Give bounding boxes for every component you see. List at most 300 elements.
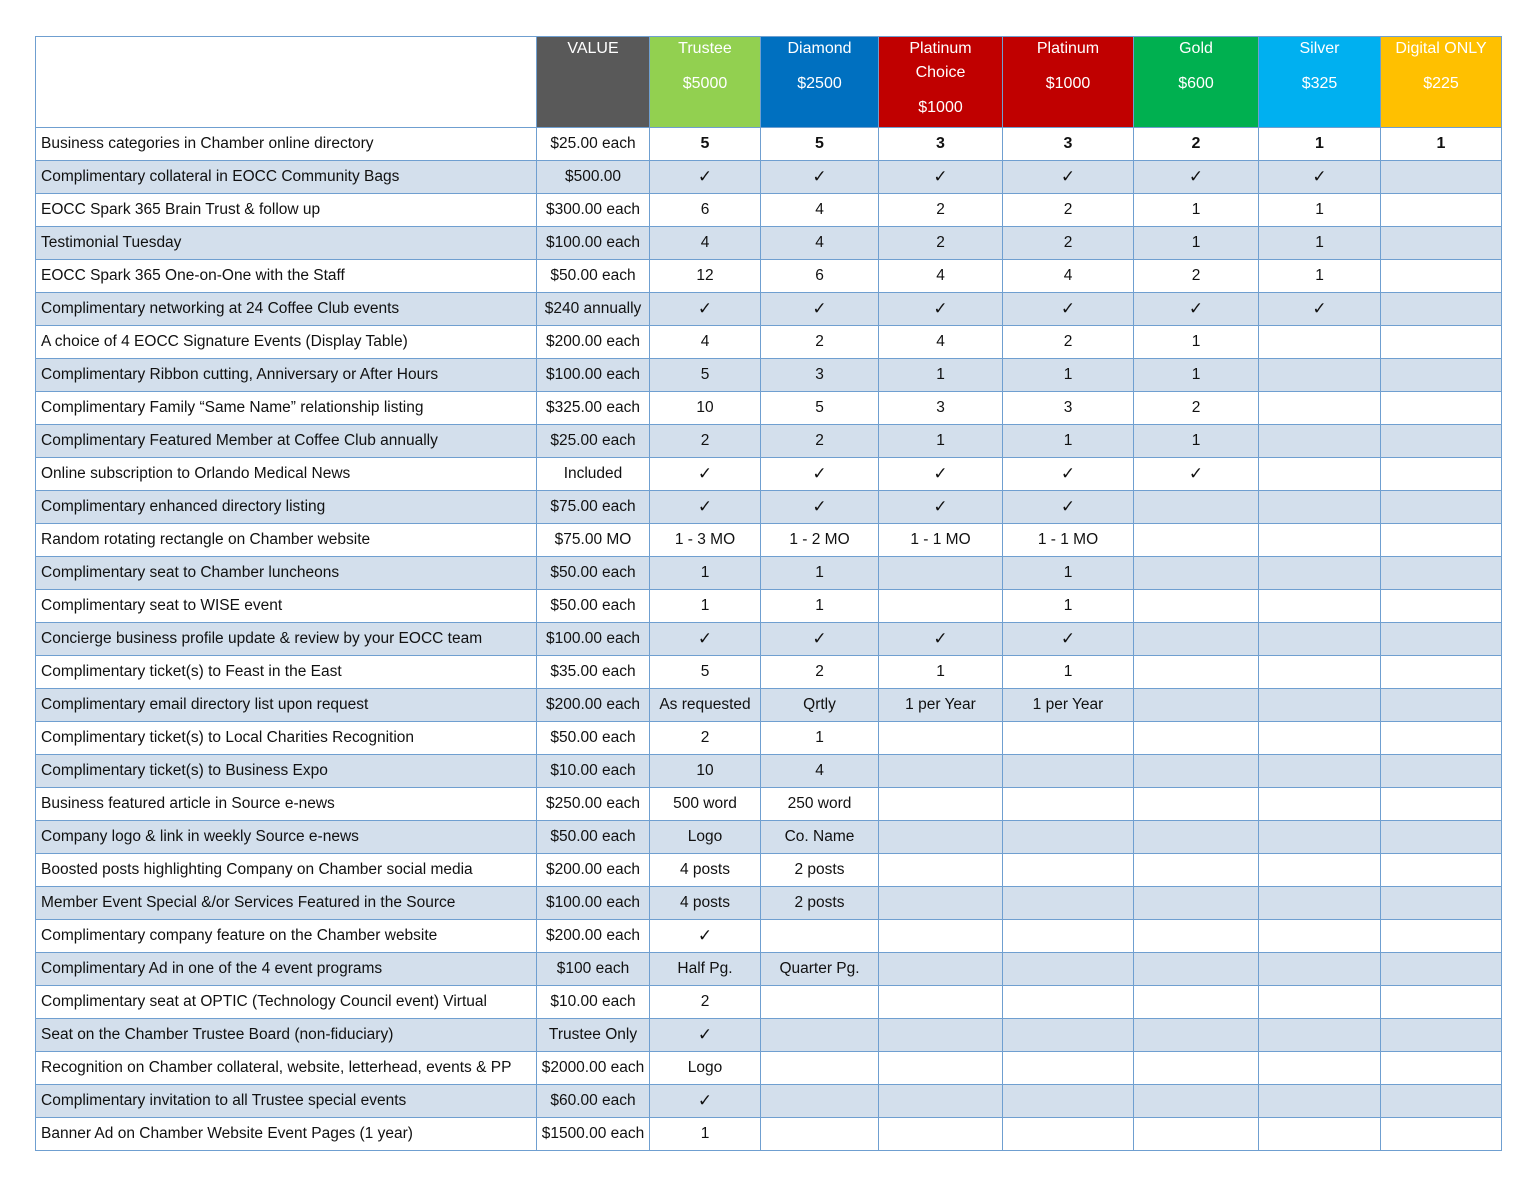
tier-cell	[1259, 623, 1381, 656]
tier-cell	[1381, 1052, 1502, 1085]
tier-name: Trustee	[678, 40, 732, 57]
table-row	[36, 887, 1502, 920]
tier-cell: 1 per Year	[879, 689, 1003, 722]
value-cell: $60.00 each	[537, 1085, 650, 1118]
value-cell: $200.00 each	[537, 326, 650, 359]
tier-price: $5000	[682, 75, 728, 92]
tier-cell: 5	[650, 128, 761, 161]
checkmark-icon	[879, 491, 1003, 524]
tier-cell	[761, 1085, 879, 1118]
checkmark-glyph: ✓	[812, 497, 827, 516]
benefit-cell: Business categories in Chamber online directory	[36, 128, 537, 161]
table-row	[36, 788, 1502, 821]
benefit-cell: Complimentary Ad in one of the 4 event programs	[36, 953, 537, 986]
tier-cell: 1	[1003, 557, 1134, 590]
tier-cell	[1003, 986, 1134, 1019]
tier-cell: Co. Name	[761, 821, 879, 854]
checkmark-glyph: ✓	[933, 464, 948, 483]
benefit-cell: Recognition on Chamber collateral, website, letterhead, events & PP	[36, 1052, 537, 1085]
tier-cell	[879, 590, 1003, 623]
checkmark-glyph: ✓	[697, 1091, 713, 1110]
tier-cell	[1134, 854, 1259, 887]
tier-cell: 1	[1003, 656, 1134, 689]
checkmark-icon	[650, 161, 761, 194]
tier-cell	[1381, 590, 1502, 623]
checkmark-glyph: ✓	[1312, 299, 1327, 318]
tier-cell: 4	[761, 755, 879, 788]
checkmark-icon	[1003, 458, 1134, 491]
tier-cell: 1	[761, 590, 879, 623]
benefit-cell: Complimentary enhanced directory listing	[36, 491, 537, 524]
tier-price: $2500	[797, 75, 842, 92]
tier-name: Platinum	[1036, 40, 1100, 57]
tier-cell	[1259, 887, 1381, 920]
table-row	[36, 359, 1502, 392]
tier-cell	[1259, 392, 1381, 425]
tier-cell: 12	[650, 260, 761, 293]
table-row	[36, 689, 1502, 722]
tier-cell	[1134, 1019, 1259, 1052]
tier-cell	[1381, 392, 1502, 425]
tier-cell	[1381, 854, 1502, 887]
table-row	[36, 986, 1502, 1019]
tier-cell	[1259, 359, 1381, 392]
checkmark-glyph: ✓	[1312, 167, 1327, 186]
checkmark-glyph: ✓	[933, 497, 948, 516]
tier-cell: 2	[879, 194, 1003, 227]
value-cell: $35.00 each	[537, 656, 650, 689]
tier-cell: 1	[761, 722, 879, 755]
tier-cell	[879, 722, 1003, 755]
tier-cell	[1134, 557, 1259, 590]
tier-cell	[879, 920, 1003, 953]
tier-header-silver	[1259, 37, 1381, 128]
tier-header-trustee	[650, 37, 761, 128]
checkmark-icon	[650, 458, 761, 491]
tier-cell	[1259, 854, 1381, 887]
tier-cell: 1	[1134, 194, 1259, 227]
tier-cell	[1259, 722, 1381, 755]
tier-cell	[1259, 1118, 1381, 1151]
checkmark-icon	[761, 161, 879, 194]
tier-cell	[1259, 491, 1381, 524]
tier-cell	[1381, 425, 1502, 458]
value-cell: $2000.00 each	[537, 1052, 650, 1085]
benefit-cell: Testimonial Tuesday	[36, 227, 537, 260]
tier-cell: 4 posts	[650, 887, 761, 920]
tier-header-digital-only	[1381, 37, 1502, 128]
tier-cell: 1	[1003, 590, 1134, 623]
checkmark-icon	[879, 293, 1003, 326]
tier-cell: 1	[1259, 128, 1381, 161]
tier-cell: 4	[650, 227, 761, 260]
tier-cell: 5	[761, 392, 879, 425]
tier-cell: 2	[879, 227, 1003, 260]
tier-cell: 1	[1381, 128, 1502, 161]
checkmark-glyph: ✓	[697, 629, 713, 648]
tier-cell	[1381, 1118, 1502, 1151]
tier-cell: 1	[1134, 326, 1259, 359]
checkmark-glyph: ✓	[1188, 299, 1204, 318]
checkmark-icon	[1134, 458, 1259, 491]
tier-name-line1: Platinum	[909, 40, 972, 57]
tier-cell: 2	[761, 326, 879, 359]
tier-cell: 250 word	[761, 788, 879, 821]
table-row	[36, 326, 1502, 359]
tier-cell	[1003, 821, 1134, 854]
value-cell: $100.00 each	[537, 227, 650, 260]
checkmark-icon	[1259, 293, 1381, 326]
checkmark-icon	[761, 491, 879, 524]
tier-price: $600	[1178, 75, 1214, 92]
tier-cell	[1134, 953, 1259, 986]
checkmark-glyph: ✓	[1060, 497, 1076, 516]
value-cell: $100.00 each	[537, 623, 650, 656]
checkmark-glyph: ✓	[697, 299, 713, 318]
benefit-cell: Complimentary seat at OPTIC (Technology Council event) Virtual	[36, 986, 537, 1019]
value-cell: $325.00 each	[537, 392, 650, 425]
tier-cell	[1259, 920, 1381, 953]
tier-cell	[1259, 1019, 1381, 1052]
tier-cell	[761, 1052, 879, 1085]
checkmark-icon	[879, 623, 1003, 656]
tier-cell	[1381, 293, 1502, 326]
table-row	[36, 590, 1502, 623]
tier-cell	[1381, 755, 1502, 788]
tier-cell: 4	[879, 326, 1003, 359]
benefit-cell: Banner Ad on Chamber Website Event Pages (1 year)	[36, 1118, 537, 1151]
tier-cell: 5	[650, 656, 761, 689]
tier-cell: 2	[650, 425, 761, 458]
checkmark-glyph: ✓	[697, 1025, 713, 1044]
benefit-cell: Complimentary seat to WISE event	[36, 590, 537, 623]
value-cell: $100 each	[537, 953, 650, 986]
tier-header-gold	[1134, 37, 1259, 128]
benefit-cell: Complimentary invitation to all Trustee special events	[36, 1085, 537, 1118]
tier-cell	[1134, 524, 1259, 557]
table-row	[36, 524, 1502, 557]
tier-cell: 4	[650, 326, 761, 359]
tier-cell	[879, 1019, 1003, 1052]
table-row	[36, 854, 1502, 887]
tier-cell	[879, 1052, 1003, 1085]
tier-cell	[1259, 953, 1381, 986]
checkmark-glyph: ✓	[697, 167, 713, 186]
checkmark-icon	[1259, 161, 1381, 194]
tier-cell	[1134, 689, 1259, 722]
tier-cell	[1381, 524, 1502, 557]
tier-cell: 1	[1003, 425, 1134, 458]
benefit-cell: Complimentary seat to Chamber luncheons	[36, 557, 537, 590]
tier-cell: 4	[879, 260, 1003, 293]
value-cell: $10.00 each	[537, 755, 650, 788]
table-row	[36, 293, 1502, 326]
value-cell: $75.00 each	[537, 491, 650, 524]
tier-name: Silver	[1299, 40, 1340, 57]
tier-cell: 1	[1134, 227, 1259, 260]
tier-cell: 1	[650, 590, 761, 623]
tier-cell: 2	[1003, 227, 1134, 260]
tier-cell	[1003, 953, 1134, 986]
benefit-cell: Business featured article in Source e-news	[36, 788, 537, 821]
tier-cell	[879, 1118, 1003, 1151]
tier-cell	[1259, 425, 1381, 458]
tier-cell: 5	[761, 128, 879, 161]
table-row	[36, 194, 1502, 227]
value-cell: $100.00 each	[537, 359, 650, 392]
checkmark-icon	[650, 293, 761, 326]
tier-cell	[1134, 920, 1259, 953]
tier-cell	[1381, 1085, 1502, 1118]
tier-cell	[879, 986, 1003, 1019]
tier-cell	[1381, 689, 1502, 722]
checkmark-glyph: ✓	[933, 167, 948, 186]
tier-cell: 3	[1003, 128, 1134, 161]
tier-cell: 1	[650, 557, 761, 590]
tier-cell: 1 - 1 MO	[1003, 524, 1134, 557]
tier-cell: 4 posts	[650, 854, 761, 887]
tier-cell: 500 word	[650, 788, 761, 821]
table-row	[36, 656, 1502, 689]
tier-cell: 1 - 1 MO	[879, 524, 1003, 557]
tier-cell: Logo	[650, 821, 761, 854]
tier-cell	[1003, 788, 1134, 821]
tier-cell	[761, 986, 879, 1019]
tier-cell: 6	[761, 260, 879, 293]
checkmark-icon	[650, 623, 761, 656]
tier-price: $325	[1301, 75, 1338, 92]
tier-cell: 1 - 3 MO	[650, 524, 761, 557]
tier-name-line2: Choice	[915, 64, 966, 81]
tier-cell	[879, 1085, 1003, 1118]
tier-cell: 6	[650, 194, 761, 227]
tier-cell	[879, 755, 1003, 788]
value-cell: $25.00 each	[537, 425, 650, 458]
value-cell: $75.00 MO	[537, 524, 650, 557]
value-column-header	[537, 37, 650, 128]
checkmark-glyph: ✓	[812, 167, 827, 186]
checkmark-icon	[761, 293, 879, 326]
tier-cell: 4	[1003, 260, 1134, 293]
checkmark-icon	[761, 623, 879, 656]
benefit-cell: Complimentary Ribbon cutting, Anniversary or After Hours	[36, 359, 537, 392]
tier-cell	[879, 788, 1003, 821]
tier-cell: 1 - 2 MO	[761, 524, 879, 557]
checkmark-icon	[1134, 293, 1259, 326]
tier-cell: 2	[1134, 260, 1259, 293]
tier-header-diamond	[761, 37, 879, 128]
tier-cell: 2	[1003, 194, 1134, 227]
benefit-rows	[36, 128, 1502, 1151]
tier-cell	[1003, 722, 1134, 755]
tier-cell	[1134, 590, 1259, 623]
tier-cell	[1381, 788, 1502, 821]
tier-cell	[1381, 458, 1502, 491]
value-cell: $240 annually	[537, 293, 650, 326]
tier-cell: Logo	[650, 1052, 761, 1085]
table-row	[36, 458, 1502, 491]
table-row	[36, 392, 1502, 425]
checkmark-glyph: ✓	[812, 464, 827, 483]
tier-cell	[1381, 161, 1502, 194]
checkmark-icon	[879, 161, 1003, 194]
tier-cell	[1003, 1085, 1134, 1118]
tier-cell: 2	[650, 986, 761, 1019]
tier-cell: 1	[1134, 359, 1259, 392]
tier-cell	[1381, 557, 1502, 590]
tier-cell	[1134, 755, 1259, 788]
benefit-cell: Random rotating rectangle on Chamber website	[36, 524, 537, 557]
value-cell: $50.00 each	[537, 557, 650, 590]
benefit-cell: Company logo & link in weekly Source e-news	[36, 821, 537, 854]
tier-cell	[1381, 227, 1502, 260]
tier-cell	[1259, 458, 1381, 491]
tier-cell	[1381, 359, 1502, 392]
tier-header-platinum	[1003, 37, 1134, 128]
tier-cell: 2	[1003, 326, 1134, 359]
tier-price: $1000	[1045, 75, 1091, 92]
table-row	[36, 623, 1502, 656]
table-row	[36, 1019, 1502, 1052]
benefit-cell: Complimentary company feature on the Chamber website	[36, 920, 537, 953]
tier-cell	[1134, 722, 1259, 755]
tier-cell: 5	[650, 359, 761, 392]
tier-cell	[1381, 953, 1502, 986]
table-row	[36, 755, 1502, 788]
tier-cell: 2	[1134, 128, 1259, 161]
tier-cell	[1134, 821, 1259, 854]
checkmark-glyph: ✓	[697, 497, 713, 516]
tier-cell	[1003, 755, 1134, 788]
checkmark-icon	[1003, 161, 1134, 194]
tier-name: Diamond	[787, 40, 852, 57]
checkmark-icon	[1134, 161, 1259, 194]
table-row	[36, 557, 1502, 590]
tier-cell	[761, 920, 879, 953]
benefit-cell: EOCC Spark 365 Brain Trust & follow up	[36, 194, 537, 227]
tier-cell	[1381, 722, 1502, 755]
tier-cell	[1134, 1085, 1259, 1118]
value-cell: $50.00 each	[537, 821, 650, 854]
tier-cell	[879, 854, 1003, 887]
tier-cell	[1259, 986, 1381, 1019]
table-row	[36, 821, 1502, 854]
benefit-cell: A choice of 4 EOCC Signature Events (Display Table)	[36, 326, 537, 359]
benefits-column-header: Benefits	[36, 37, 537, 128]
tier-cell	[1134, 986, 1259, 1019]
tier-header-platinum-choice	[879, 37, 1003, 128]
tier-cell	[1381, 326, 1502, 359]
value-cell: $250.00 each	[537, 788, 650, 821]
tier-cell	[1259, 1052, 1381, 1085]
tier-cell: 1	[879, 359, 1003, 392]
tier-cell: 3	[1003, 392, 1134, 425]
value-cell: Included	[537, 458, 650, 491]
tier-cell: 2 posts	[761, 854, 879, 887]
benefit-cell: Complimentary collateral in EOCC Community Bags	[36, 161, 537, 194]
tier-cell	[1381, 986, 1502, 1019]
table-row	[36, 227, 1502, 260]
value-cell: $10.00 each	[537, 986, 650, 1019]
tier-price: $225	[1423, 75, 1459, 92]
benefit-cell: Complimentary ticket(s) to Business Expo	[36, 755, 537, 788]
table-row	[36, 128, 1502, 161]
tier-cell	[1381, 887, 1502, 920]
value-header-label: VALUE	[567, 40, 619, 57]
tier-cell	[1381, 623, 1502, 656]
tier-cell	[1259, 557, 1381, 590]
tier-cell	[1134, 1052, 1259, 1085]
table-row	[36, 425, 1502, 458]
tier-cell	[1259, 326, 1381, 359]
tier-cell: 1	[1003, 359, 1134, 392]
checkmark-glyph: ✓	[1060, 464, 1076, 483]
value-cell: $25.00 each	[537, 128, 650, 161]
tier-cell: 3	[879, 392, 1003, 425]
tier-cell: 1	[1259, 260, 1381, 293]
tier-cell: 3	[879, 128, 1003, 161]
tier-cell	[1003, 887, 1134, 920]
checkmark-glyph: ✓	[1188, 167, 1204, 186]
tier-cell	[1003, 1118, 1134, 1151]
benefit-cell: Complimentary ticket(s) to Feast in the East	[36, 656, 537, 689]
value-cell: Trustee Only	[537, 1019, 650, 1052]
checkmark-glyph: ✓	[812, 299, 827, 318]
tier-name: Gold	[1179, 40, 1213, 57]
table-row	[36, 260, 1502, 293]
table-row	[36, 1085, 1502, 1118]
tier-cell	[879, 887, 1003, 920]
benefit-cell: Seat on the Chamber Trustee Board (non-fiduciary)	[36, 1019, 537, 1052]
tier-cell	[1259, 788, 1381, 821]
checkmark-icon	[650, 1085, 761, 1118]
tier-cell: 4	[761, 194, 879, 227]
tier-cell	[1259, 524, 1381, 557]
value-cell: $300.00 each	[537, 194, 650, 227]
tier-cell: 3	[761, 359, 879, 392]
tier-cell: 2	[761, 656, 879, 689]
table-row	[36, 722, 1502, 755]
tier-cell	[761, 1019, 879, 1052]
checkmark-glyph: ✓	[1060, 299, 1076, 318]
tier-cell	[1134, 491, 1259, 524]
value-cell: $200.00 each	[537, 920, 650, 953]
tier-cell: Qrtly	[761, 689, 879, 722]
checkmark-icon	[879, 458, 1003, 491]
table-row	[36, 1118, 1502, 1151]
tier-cell: 1	[1259, 194, 1381, 227]
tier-cell: Quarter Pg.	[761, 953, 879, 986]
tier-cell	[1134, 1118, 1259, 1151]
header-row	[36, 37, 1502, 128]
tier-cell	[1259, 656, 1381, 689]
tier-cell: 1	[1134, 425, 1259, 458]
table-row	[36, 491, 1502, 524]
tier-price: $1000	[918, 99, 963, 116]
tier-cell	[1381, 194, 1502, 227]
tier-cell	[1381, 1019, 1502, 1052]
tier-cell: Half Pg.	[650, 953, 761, 986]
tier-cell	[879, 557, 1003, 590]
tier-cell: 1	[879, 425, 1003, 458]
tier-cell: 10	[650, 755, 761, 788]
checkmark-glyph: ✓	[933, 629, 948, 648]
value-cell: $50.00 each	[537, 260, 650, 293]
tier-cell: 4	[761, 227, 879, 260]
tier-cell	[1259, 689, 1381, 722]
table-row	[36, 1052, 1502, 1085]
benefit-cell: Member Event Special &/or Services Featured in the Source	[36, 887, 537, 920]
